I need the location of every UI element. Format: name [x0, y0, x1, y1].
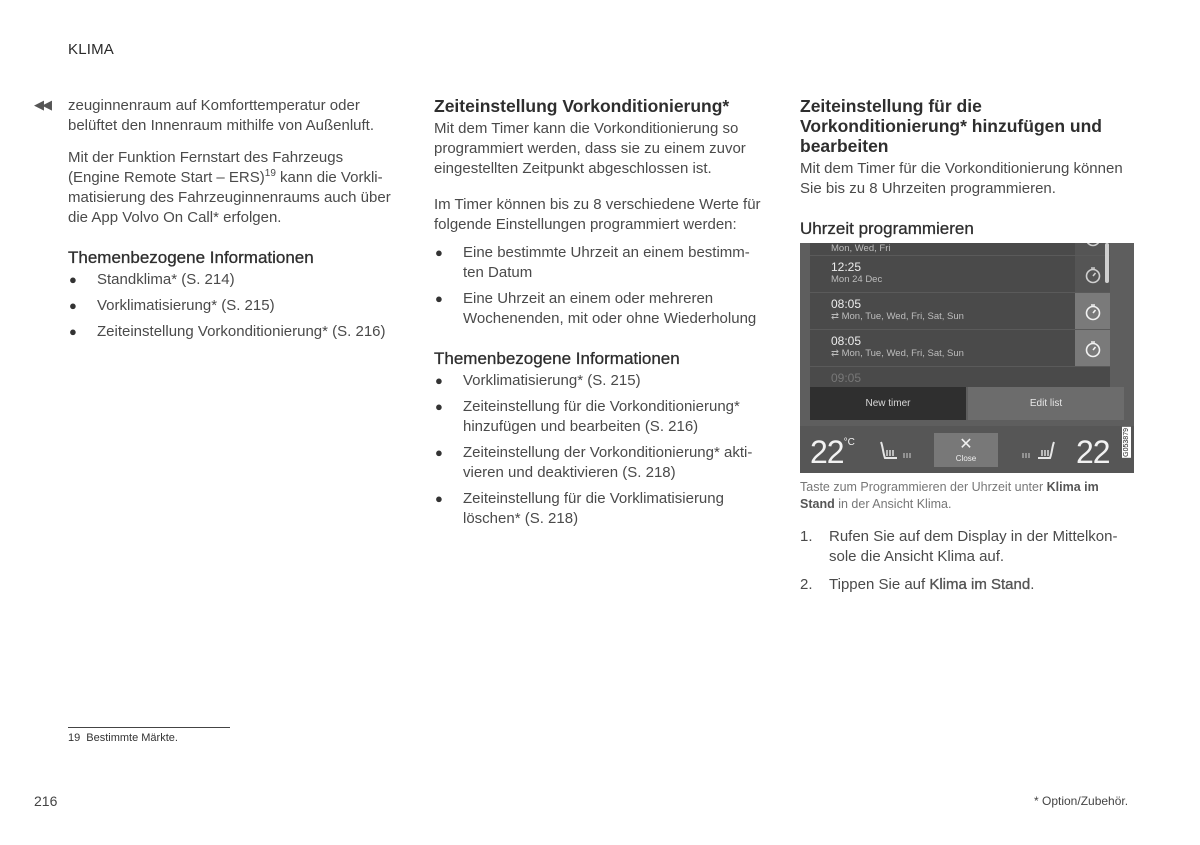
related-link[interactable]: ● Zeiteinstellung Vorkonditionierung* (S. 216): [69, 323, 386, 340]
timer-toggle[interactable]: [1075, 293, 1110, 329]
steps-list: [800, 527, 1135, 595]
bullet-icon: ●: [435, 245, 443, 260]
seat-heat-left-icon[interactable]: [877, 439, 915, 466]
bullet-icon: ●: [435, 399, 443, 414]
related-link[interactable]: ● Zeiteinstellung der Vorkonditionierung* akti-vieren und deaktivieren (S. 218): [435, 444, 753, 481]
timer-days: Mon, Wed, Fri: [831, 243, 891, 254]
section-heading: Zeiteinstellung Vorkonditionierung*: [434, 96, 730, 116]
timer-row[interactable]: [810, 293, 1110, 330]
edit-list-button[interactable]: Edit list: [968, 387, 1124, 420]
related-link[interactable]: ● Vorklimatisierung* (S. 215): [69, 297, 275, 314]
timer-time: 08:05: [831, 334, 862, 348]
paragraph: Mit dem Timer kann die Vorkonditionierung so programmiert werden, dass sie zu einem zuvor eingestellten Zeitpunkt abgeschlossen ist.: [434, 120, 746, 177]
list-item: ● Eine Uhrzeit an einem oder mehreren Wochenenden, mit oder ohne Wiederholung: [435, 290, 757, 327]
close-icon: ✕: [959, 436, 973, 453]
bullet-icon: ●: [69, 298, 77, 313]
timer-icon: [1083, 302, 1103, 322]
close-button[interactable]: [934, 433, 998, 467]
page-number: 216: [34, 793, 58, 809]
related-link[interactable]: ● Zeiteinstellung für die Vorklimatisierung löschen* (S. 218): [435, 490, 724, 527]
paragraph-text: kann die Vorkli-matisierung des Fahrzeuginnenraums auch über die App Volvo On Call* erfolgen.: [68, 169, 391, 226]
column-1: [68, 96, 398, 348]
footnote: 19 Bestimmte Märkte.: [68, 732, 178, 744]
bullet-icon: ●: [435, 445, 443, 460]
bullet-icon: ●: [435, 373, 443, 388]
related-list: [68, 270, 398, 342]
display-screenshot: [800, 243, 1134, 473]
repeat-icon: ⇄: [831, 311, 842, 322]
list-item: ● Eine bestimmte Uhrzeit an einem bestimm-ten Datum: [435, 244, 750, 281]
paragraph: [68, 148, 398, 228]
repeat-icon: ⇄: [831, 348, 842, 359]
related-list: [434, 371, 769, 529]
bullet-icon: ●: [69, 324, 77, 339]
timer-row: [810, 243, 1110, 256]
footnote-ref[interactable]: 19: [264, 168, 276, 179]
seat-heat-right-icon[interactable]: [1020, 439, 1058, 466]
timer-days: ⇄ Mon, Tue, Wed, Fri, Sat, Sun: [831, 311, 964, 322]
bullet-icon: ●: [435, 291, 443, 306]
timer-time: 09:05: [831, 371, 862, 385]
image-caption: Taste zum Programmieren der Uhrzeit unter Klima im Stand in der Ansicht Klima.: [800, 480, 1099, 511]
footnote-divider: [68, 727, 230, 728]
column-3: [800, 96, 1135, 603]
timer-time: 12:25: [831, 260, 862, 274]
paragraph: Im Timer können bis zu 8 verschiedene Werte für folgende Einstellungen programmiert werden:: [434, 196, 761, 233]
timer-days: ⇄ Mon, Tue, Wed, Fri, Sat, Sun: [831, 348, 964, 359]
timer-days: Mon 24 Dec: [831, 274, 883, 285]
timer-icon: [1083, 265, 1103, 285]
timer-button-bar: [810, 387, 1124, 420]
timer-toggle[interactable]: [1075, 330, 1110, 366]
timer-row[interactable]: [810, 330, 1110, 367]
double-chevron-left-icon[interactable]: ◀◀: [34, 97, 50, 112]
temp-left[interactable]: $22^{^\circ C}$: [810, 434, 855, 470]
related-heading: Themenbezogene Informationen: [68, 248, 314, 267]
bullet-list: [434, 243, 769, 329]
step-item: 1. Rufen Sie auf dem Display in der Mittelkon-sole die Ansicht Klima auf.: [800, 528, 1118, 565]
option-note: * Option/Zubehör.: [1034, 794, 1129, 808]
related-link[interactable]: ● Standklima* (S. 214): [69, 271, 235, 288]
timer-icon: [1083, 243, 1103, 248]
paragraph-text: Mit der Funktion Fernstart des Fahrzeugs (Engine Remote Start – ERS): [68, 149, 344, 186]
section-heading: Zeiteinstellung für die Vorkonditionierung* hinzufügen und bearbeiten: [800, 96, 1102, 156]
new-timer-button[interactable]: New timer: [810, 387, 966, 420]
subheading: Uhrzeit programmieren: [800, 219, 974, 238]
timer-row[interactable]: [810, 256, 1110, 293]
paragraph: zeuginnenraum auf Komforttemperatur oder belüftet den Innenraum mithilfe von Außenluft.: [68, 97, 375, 134]
column-2: [434, 96, 769, 535]
image-reference-code: G053879: [1123, 428, 1130, 457]
scrollbar[interactable]: [1105, 243, 1109, 283]
section-label: KLIMA: [68, 41, 115, 58]
climate-bar: [800, 426, 1134, 473]
related-link[interactable]: ● Vorklimatisierung* (S. 215): [435, 372, 641, 389]
paragraph: Mit dem Timer für die Vorkonditionierung können Sie bis zu 8 Uhrzeiten programmieren.: [800, 160, 1123, 197]
related-heading: Themenbezogene Informationen: [434, 349, 680, 368]
timer-time: 08:05: [831, 297, 862, 311]
close-label: Close: [955, 454, 977, 463]
timer-icon: [1083, 339, 1103, 359]
related-link[interactable]: ● Zeiteinstellung für die Vorkonditionierung* hinzufügen und bearbeiten (S. 216): [435, 398, 740, 435]
step-item: 2. Tippen Sie auf Klima im Stand.: [800, 576, 1035, 593]
bullet-icon: ●: [69, 272, 77, 287]
timer-list: [810, 243, 1110, 387]
temp-right[interactable]: 22: [1076, 434, 1110, 470]
bullet-icon: ●: [435, 491, 443, 506]
